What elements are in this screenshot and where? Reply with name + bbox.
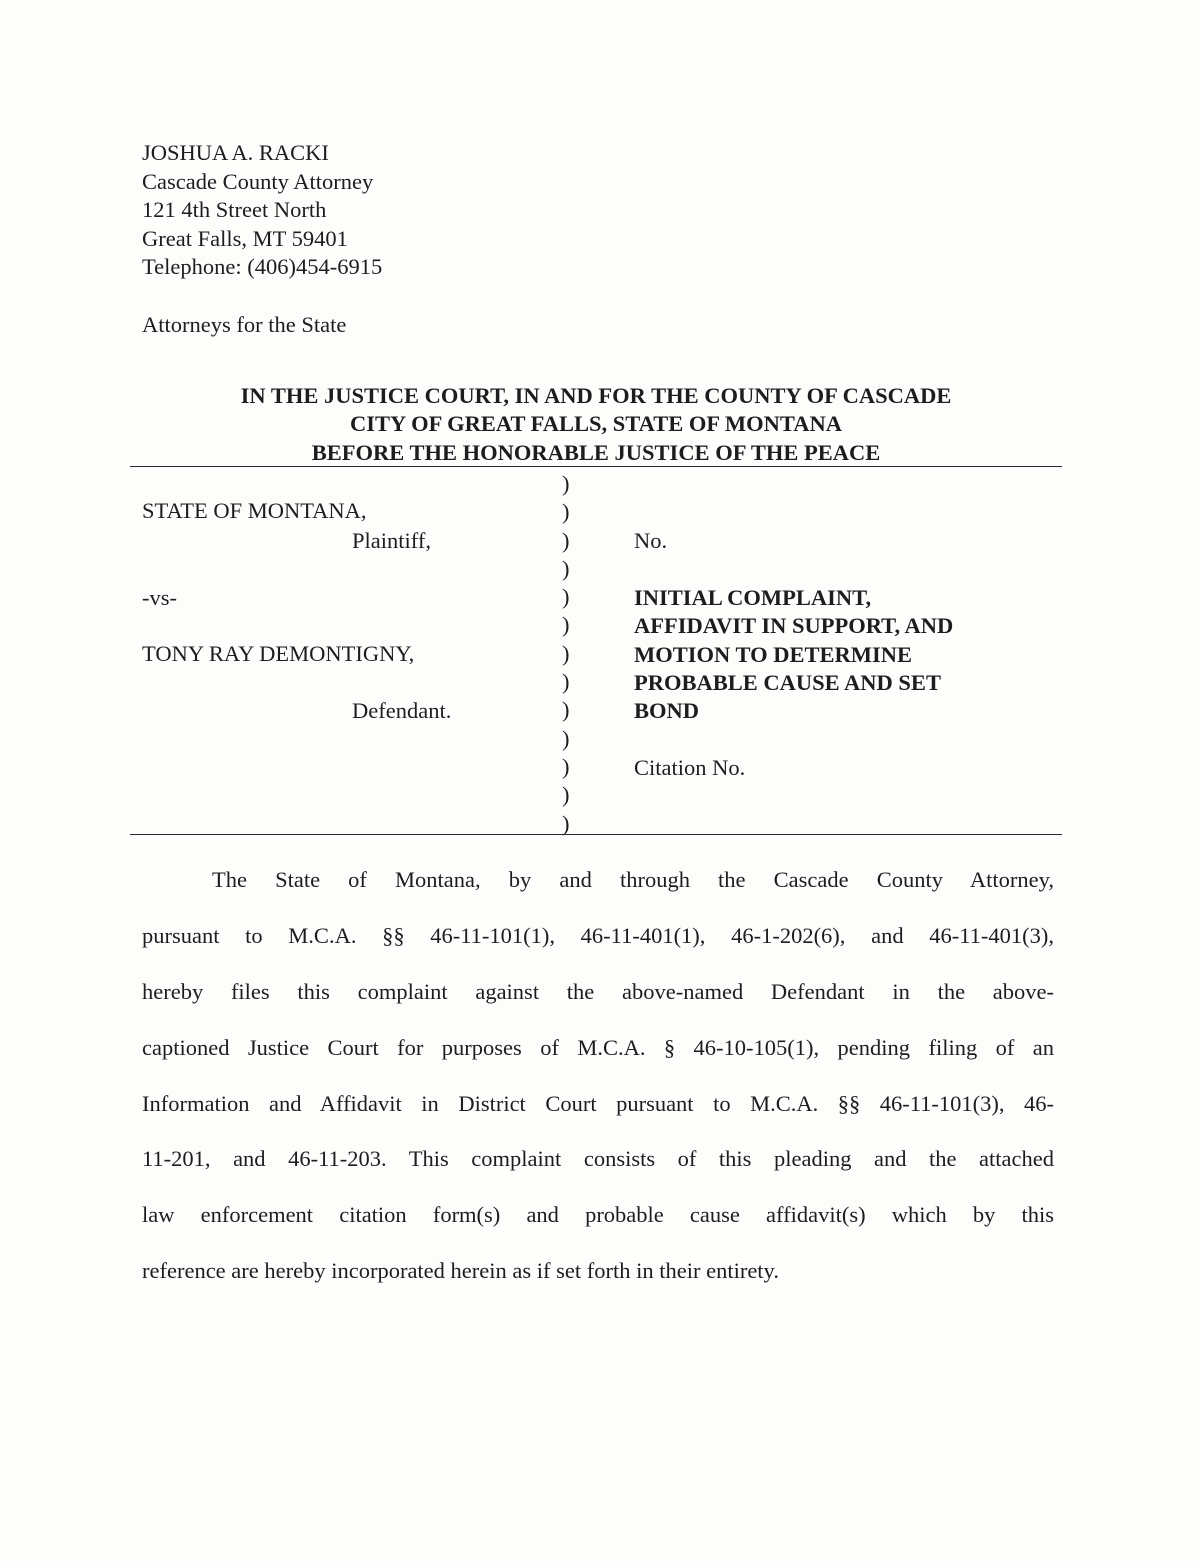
caption-paren: ): [562, 640, 570, 666]
document-title-line: AFFIDAVIT IN SUPPORT, AND: [634, 613, 954, 639]
body-line: pursuant to M.C.A. §§ 46-11-101(1), 46-11-401(1), 46-1-202(6), and 46-11-401(3),: [142, 922, 1054, 948]
attorney-name: JOSHUA A. RACKI: [142, 140, 329, 165]
caption-top-rule: [130, 466, 1062, 467]
attorney-phone: Telephone: (406)454-6915: [142, 254, 383, 280]
caption-paren: ): [562, 555, 570, 581]
body-line: Information and Affidavit in District Court pursuant to M.C.A. §§ 46-11-101(3), 46-: [142, 1090, 1054, 1116]
body-line: captioned Justice Court for purposes of M.C.A. § 46-10-105(1), pending filing of an: [142, 1034, 1054, 1060]
document-title-line: INITIAL COMPLAINT,: [634, 585, 872, 610]
attorney-block: [142, 139, 382, 282]
body-paragraph: [142, 863, 1054, 1310]
caption-paren-column: [562, 470, 570, 838]
attorney-title: Cascade County Attorney: [142, 168, 374, 194]
caption-paren: ): [562, 669, 570, 695]
caption-paren: ): [562, 725, 570, 751]
court-heading: [130, 382, 1062, 467]
attorney-street: 121 4th Street North: [142, 197, 327, 223]
court-line-3: BEFORE THE HONORABLE JUSTICE OF THE PEACE: [311, 439, 881, 465]
document-title-line: PROBABLE CAUSE AND SET: [634, 669, 941, 695]
caption-paren: ): [562, 471, 570, 496]
versus-label: -vs-: [142, 585, 177, 610]
body-line: law enforcement citation form(s) and probable cause affidavit(s) which by this: [142, 1202, 1054, 1228]
document-title-line: MOTION TO DETERMINE: [634, 641, 912, 667]
caption-paren: ): [562, 584, 570, 610]
plaintiff-name: STATE OF MONTANA,: [142, 498, 367, 523]
attorney-city: Great Falls, MT 59401: [142, 225, 348, 251]
body-line: hereby files this complaint against the above-named Defendant in the above-: [142, 978, 1054, 1004]
caption-bottom-rule: [130, 834, 1062, 835]
document-title-line: BOND: [634, 698, 700, 724]
caption-paren: ): [562, 697, 570, 723]
defendant-name: TONY RAY DEMONTIGNY,: [142, 641, 415, 666]
court-line-1: IN THE JUSTICE COURT, IN AND FOR THE COUNTY OF CASCADE: [240, 383, 952, 408]
defendant-role: Defendant.: [352, 698, 452, 723]
body-line: 11-201, and 46-11-203. This complaint consists of this pleading and the attached: [142, 1146, 1054, 1172]
caption-paren: ): [562, 810, 570, 836]
caption-paren: ): [562, 782, 570, 808]
caption-paren: ): [562, 527, 570, 553]
document-title: [634, 584, 953, 725]
caption-paren: ): [562, 612, 570, 638]
caption-paren: ): [562, 753, 570, 779]
body-line: reference are hereby incorporated herein as if set forth in their entirety.: [142, 1258, 779, 1284]
body-line: The State of Montana, by and through the Cascade County Attorney,: [212, 867, 1054, 892]
case-number-label: No.: [634, 528, 668, 553]
court-line-2: CITY OF GREAT FALLS, STATE OF MONTANA: [350, 411, 842, 437]
attorneys-for: Attorneys for the State: [142, 312, 347, 337]
caption-paren: ): [562, 499, 570, 525]
plaintiff-role: Plaintiff,: [352, 528, 431, 553]
citation-number-label: Citation No.: [634, 755, 746, 780]
